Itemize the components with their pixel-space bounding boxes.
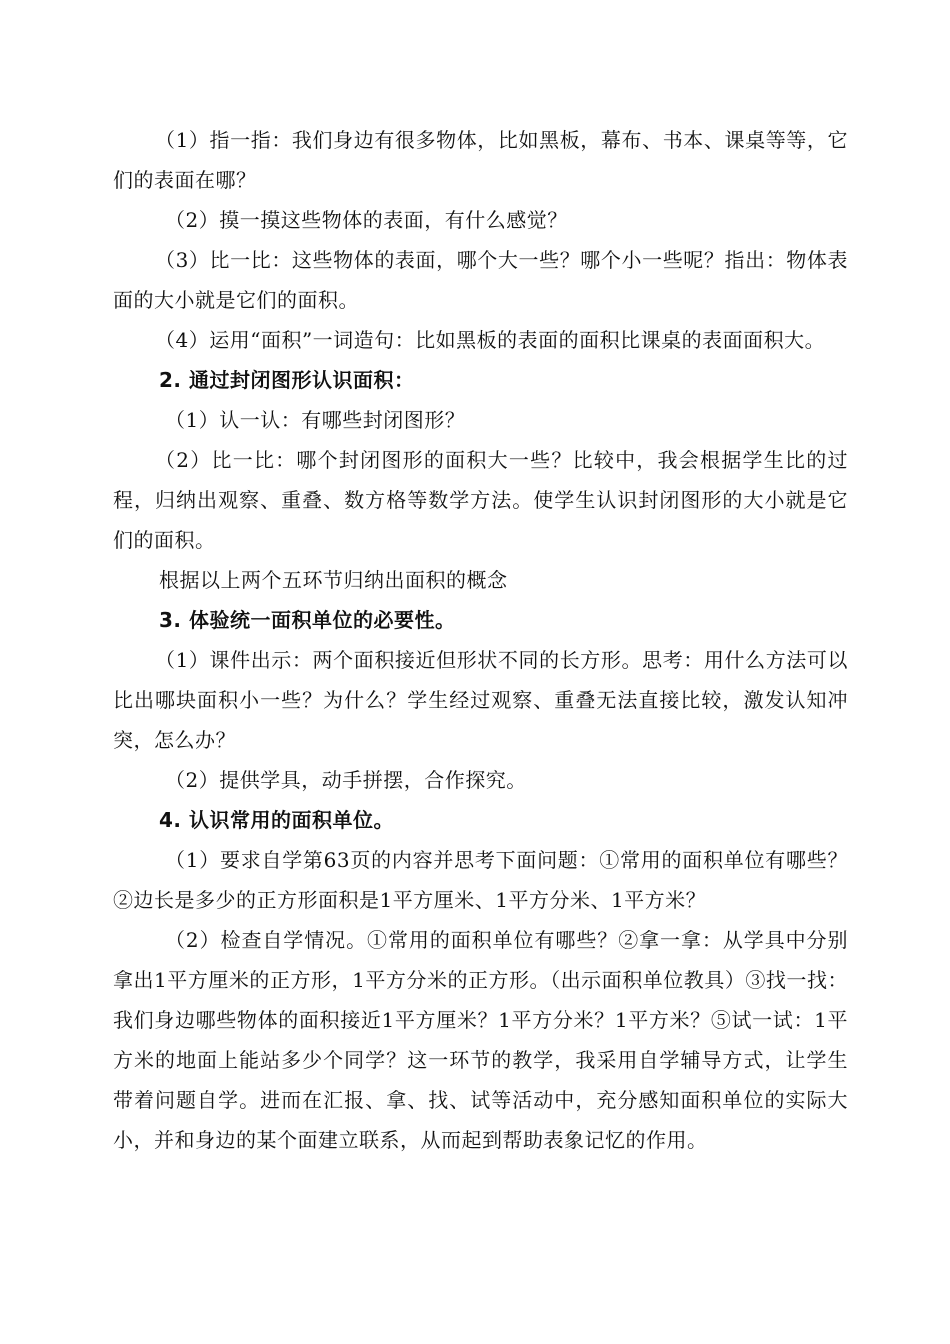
paragraph-point-1: （1）指一指：我们身边有很多物体，比如黑板，幕布、书本、课桌等等，它们的表面在哪？ <box>113 128 848 192</box>
paragraph-summary: 根据以上两个五环节归纳出面积的概念 <box>159 568 508 592</box>
section-heading-3: 3. 体验统一面积单位的必要性。 <box>159 608 456 632</box>
paragraph-section3-point-2: （2）提供学具，动手拼摆，合作探究。 <box>165 768 527 792</box>
section-heading-4: 4. 认识常用的面积单位。 <box>159 808 394 832</box>
paragraph-point-2: （2）摸一摸这些物体的表面，有什么感觉？ <box>165 208 568 232</box>
paragraph-point-4: （4）运用“面积”一词造句：比如黑板的表面的面积比课桌的表面面积大。 <box>155 328 826 352</box>
document-body <box>113 120 848 1160</box>
paragraph-section3-point-1: （1）课件出示：两个面积接近但形状不同的长方形。思考：用什么方法可以比出哪块面积小一些？为什么？学生经过观察、重叠无法直接比较，激发认知冲突，怎么办？ <box>113 648 848 752</box>
paragraph-point-3: （3）比一比：这些物体的表面，哪个大一些？哪个小一些呢？指出：物体表面的大小就是它们的面积。 <box>113 248 848 312</box>
section-heading-2: 2. 通过封闭图形认识面积： <box>159 368 415 392</box>
paragraph-section2-point-1: （1）认一认：有哪些封闭图形？ <box>165 408 466 432</box>
paragraph-section2-point-2: （2）比一比：哪个封闭图形的面积大一些？比较中，我会根据学生比的过程，归纳出观察、重叠、数方格等数学方法。使学生认识封闭图形的大小就是它们的面积。 <box>113 448 848 552</box>
paragraph-section4-point-2: （2）检查自学情况。①常用的面积单位有哪些？②拿一拿：从学具中分别拿出1平方厘米的正方形，1平方分米的正方形。（出示面积单位教具）③找一找：我们身边哪些物体的面积接近1平方厘米？1平方分米？1平方米？⑤试一试：1平方米的地面上能站多少个同学？这一环节的教学，我采用自学辅导方式，让学生带着问题自学。进而在汇报、拿、找、试等活动中，充分感知面积单位的实际大小，并和身边的某个面建立联系，从而起到帮助表象记忆的作用。 <box>113 928 848 1152</box>
paragraph-section4-point-1: （1）要求自学第63页的内容并思考下面问题：①常用的面积单位有哪些？②边长是多少的正方形面积是1平方厘米、1平方分米、1平方米？ <box>113 848 848 912</box>
